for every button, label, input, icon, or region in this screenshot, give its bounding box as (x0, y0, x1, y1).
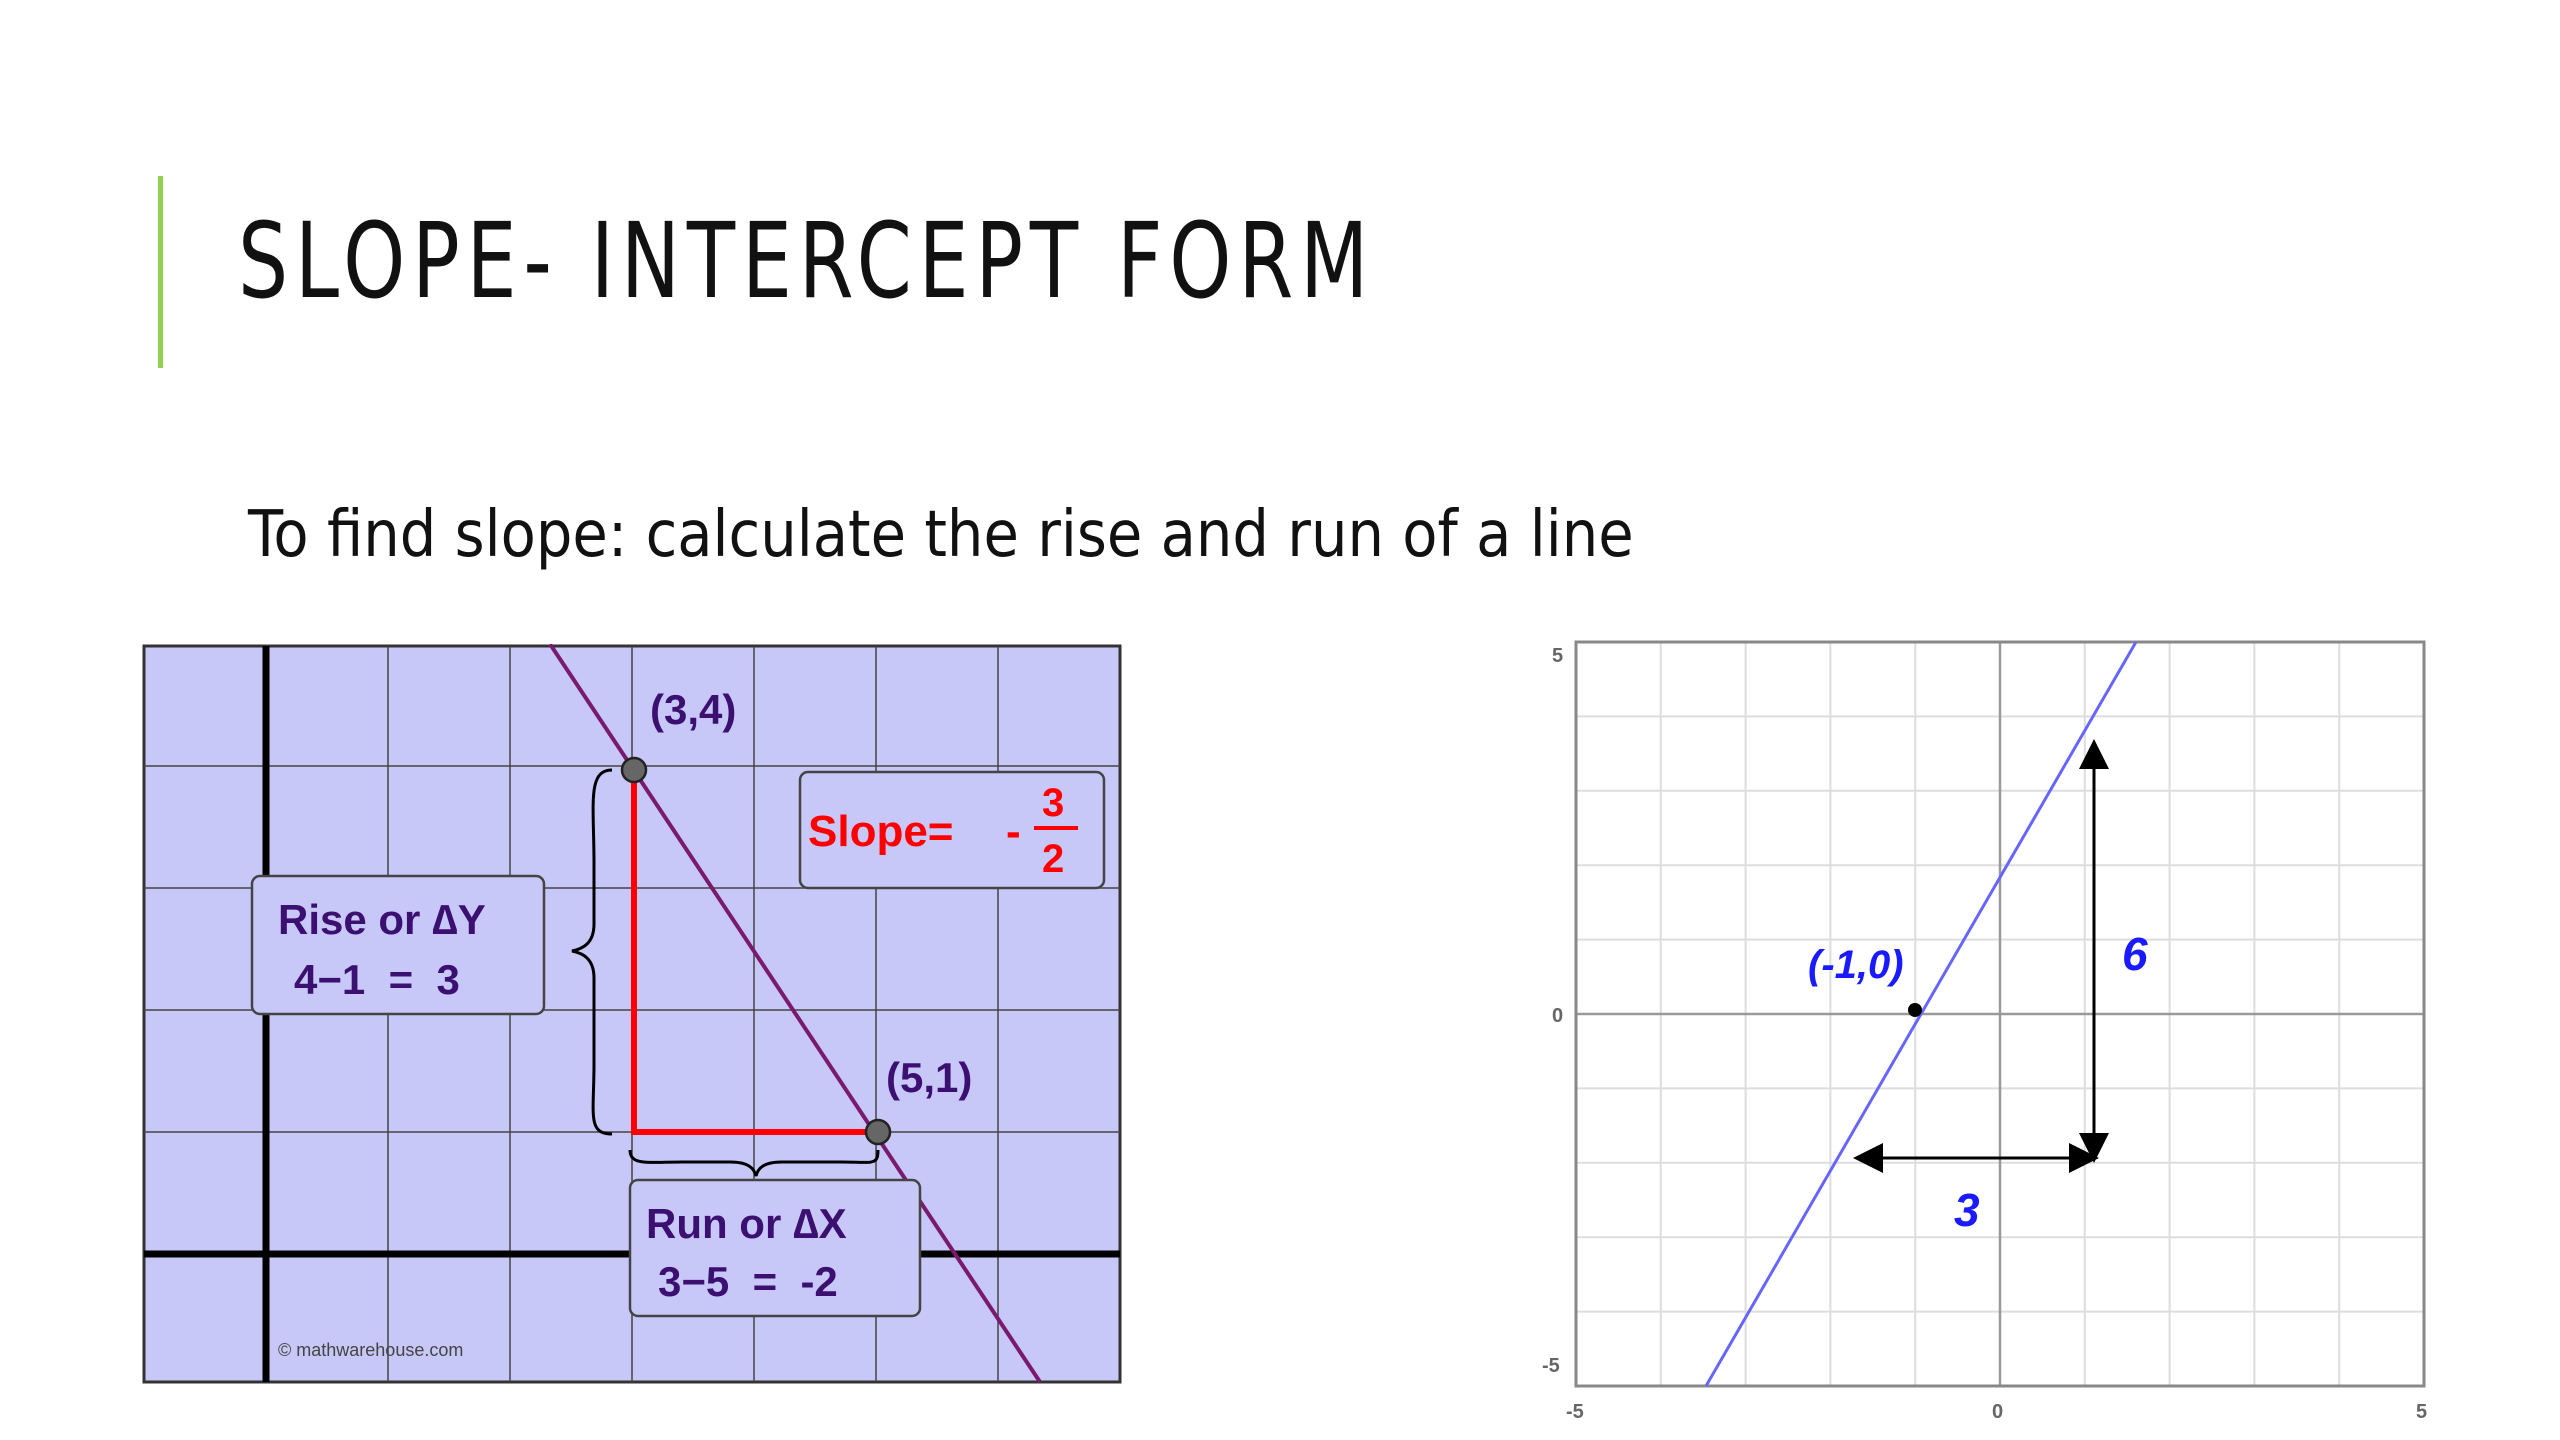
slope-numerator: 3 (1042, 781, 1065, 825)
slope-label: Slope= (808, 807, 954, 856)
rise-label-line1: Rise or ∆Y (278, 896, 486, 943)
y-tick-top: 5 (1552, 645, 1564, 667)
x-tick-right: 5 (2416, 1401, 2428, 1423)
point-b-label: (5,1) (886, 1054, 973, 1101)
slide-title: SLOPE- INTERCEPT FORM (238, 200, 1376, 322)
watermark: © mathwarehouse.com (278, 1340, 464, 1360)
point-a-label: (3,4) (650, 686, 737, 733)
x-tick-mid: 0 (1992, 1401, 2004, 1423)
rise-label-line2: 4−1 = 3 (294, 956, 460, 1003)
slope-denominator: 2 (1042, 837, 1065, 881)
run-label: 3 (1954, 1184, 1980, 1236)
y-tick-bottom: -5 (1542, 1355, 1560, 1377)
point-a-marker (622, 758, 646, 782)
rise-label: 6 (2122, 928, 2148, 980)
slide-subtitle: To find slope: calculate the rise and run of a line (248, 498, 1634, 572)
point-marker (1908, 1003, 1922, 1017)
rise-run-figure (142, 644, 1122, 1384)
run-label-line1: Run or ∆X (646, 1200, 847, 1247)
coordinate-plane-figure (1526, 638, 2446, 1428)
title-accent-bar (158, 176, 163, 368)
y-tick-mid: 0 (1552, 1005, 1564, 1027)
point-label: (-1,0) (1808, 943, 1904, 987)
x-tick-left: -5 (1566, 1401, 1584, 1423)
slope-sign: - (1006, 807, 1021, 856)
run-label-line2: 3−5 = -2 (658, 1258, 838, 1305)
point-b-marker (866, 1120, 890, 1144)
